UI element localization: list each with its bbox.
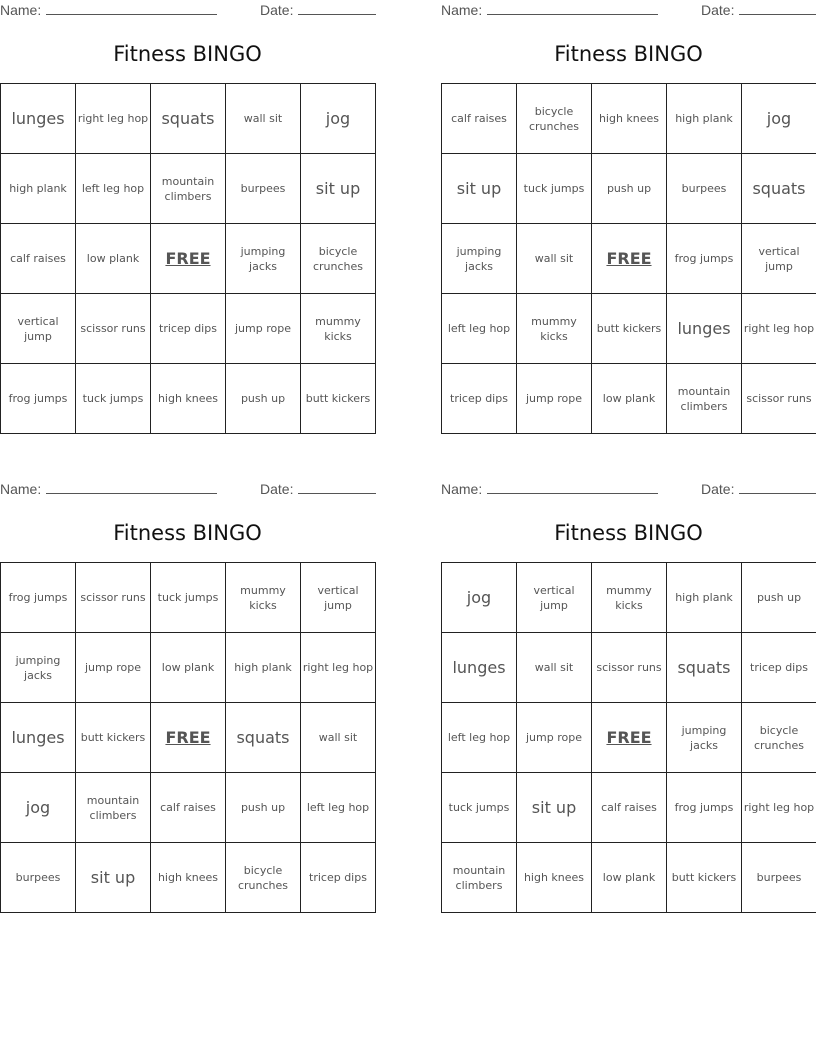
- date-label-text: Date:: [260, 2, 294, 18]
- bingo-cell[interactable]: burpees: [742, 843, 816, 913]
- bingo-cell[interactable]: sit up: [301, 154, 376, 224]
- bingo-cell[interactable]: left leg hop: [76, 154, 151, 224]
- name-label: [0, 481, 217, 497]
- date-label: [701, 2, 816, 18]
- name-blank-line[interactable]: [487, 492, 658, 494]
- bingo-cell[interactable]: vertical jump: [517, 563, 592, 633]
- bingo-cell[interactable]: tricep dips: [301, 843, 376, 913]
- bingo-cell[interactable]: jump rope: [76, 633, 151, 703]
- bingo-cell[interactable]: lunges: [667, 294, 742, 364]
- bingo-cell[interactable]: mountain climbers: [667, 364, 742, 434]
- bingo-cell[interactable]: left leg hop: [301, 773, 376, 843]
- bingo-cell[interactable]: lunges: [1, 84, 76, 154]
- bingo-cell[interactable]: right leg hop: [76, 84, 151, 154]
- free-space[interactable]: FREE: [592, 224, 667, 294]
- bingo-cell[interactable]: frog jumps: [1, 364, 76, 434]
- bingo-cell[interactable]: tuck jumps: [151, 563, 226, 633]
- bingo-cell[interactable]: jump rope: [517, 364, 592, 434]
- bingo-cell[interactable]: butt kickers: [301, 364, 376, 434]
- bingo-cell[interactable]: bicycle crunches: [226, 843, 301, 913]
- bingo-cell[interactable]: jump rope: [517, 703, 592, 773]
- date-label-text: Date:: [260, 481, 294, 497]
- bingo-cell[interactable]: vertical jump: [301, 563, 376, 633]
- bingo-cell[interactable]: squats: [151, 84, 226, 154]
- bingo-cell[interactable]: push up: [226, 773, 301, 843]
- name-label: [0, 2, 217, 18]
- bingo-cell[interactable]: jump rope: [226, 294, 301, 364]
- bingo-cell[interactable]: bicycle crunches: [517, 84, 592, 154]
- bingo-cell[interactable]: high plank: [667, 563, 742, 633]
- name-blank-line[interactable]: [487, 13, 658, 15]
- bingo-cell[interactable]: jog: [742, 84, 816, 154]
- bingo-cell[interactable]: calf raises: [151, 773, 226, 843]
- bingo-cell[interactable]: calf raises: [1, 224, 76, 294]
- bingo-cell[interactable]: frog jumps: [667, 224, 742, 294]
- bingo-cell[interactable]: tricep dips: [151, 294, 226, 364]
- bingo-cell[interactable]: jumping jacks: [667, 703, 742, 773]
- date-blank-line[interactable]: [739, 13, 816, 15]
- bingo-cell[interactable]: high knees: [517, 843, 592, 913]
- bingo-cell[interactable]: scissor runs: [76, 563, 151, 633]
- bingo-card-3: [0, 479, 376, 919]
- bingo-grid: [441, 562, 816, 913]
- bingo-cell[interactable]: high knees: [592, 84, 667, 154]
- bingo-cell[interactable]: tricep dips: [742, 633, 816, 703]
- card-title: Fitness BINGO: [554, 42, 703, 66]
- free-space[interactable]: FREE: [592, 703, 667, 773]
- bingo-cell[interactable]: sit up: [442, 154, 517, 224]
- bingo-cell[interactable]: push up: [226, 364, 301, 434]
- bingo-cell[interactable]: scissor runs: [592, 633, 667, 703]
- bingo-cell[interactable]: low plank: [151, 633, 226, 703]
- name-label: [441, 481, 658, 497]
- bingo-cell[interactable]: push up: [742, 563, 816, 633]
- bingo-cell[interactable]: frog jumps: [667, 773, 742, 843]
- bingo-cell[interactable]: mummy kicks: [517, 294, 592, 364]
- bingo-cell[interactable]: low plank: [76, 224, 151, 294]
- bingo-cell[interactable]: right leg hop: [742, 294, 816, 364]
- bingo-cell[interactable]: high plank: [667, 84, 742, 154]
- date-label: [260, 2, 376, 18]
- bingo-cell[interactable]: frog jumps: [1, 563, 76, 633]
- free-space[interactable]: FREE: [151, 224, 226, 294]
- bingo-cell[interactable]: scissor runs: [76, 294, 151, 364]
- bingo-cell[interactable]: squats: [742, 154, 816, 224]
- bingo-cell[interactable]: mummy kicks: [592, 563, 667, 633]
- free-space[interactable]: FREE: [151, 703, 226, 773]
- bingo-grid: [0, 562, 376, 913]
- bingo-cell[interactable]: mummy kicks: [301, 294, 376, 364]
- bingo-cell[interactable]: right leg hop: [301, 633, 376, 703]
- bingo-cell[interactable]: burpees: [226, 154, 301, 224]
- card-title: Fitness BINGO: [113, 521, 262, 545]
- bingo-cell[interactable]: bicycle crunches: [301, 224, 376, 294]
- bingo-cell[interactable]: tuck jumps: [76, 364, 151, 434]
- bingo-cell[interactable]: wall sit: [226, 84, 301, 154]
- bingo-cell[interactable]: butt kickers: [667, 843, 742, 913]
- bingo-cell[interactable]: high plank: [1, 154, 76, 224]
- bingo-cell[interactable]: high plank: [226, 633, 301, 703]
- date-label: [260, 481, 376, 497]
- name-label-text: Name:: [441, 481, 483, 497]
- bingo-cell[interactable]: calf raises: [442, 84, 517, 154]
- name-label-text: Name:: [441, 2, 483, 18]
- bingo-cell[interactable]: butt kickers: [76, 703, 151, 773]
- bingo-cell[interactable]: jog: [1, 773, 76, 843]
- name-blank-line[interactable]: [46, 492, 217, 494]
- bingo-cell[interactable]: left leg hop: [442, 294, 517, 364]
- bingo-grid: [441, 83, 816, 434]
- date-label: [701, 481, 816, 497]
- bingo-card-2: [441, 0, 816, 440]
- bingo-cell[interactable]: squats: [667, 633, 742, 703]
- bingo-cell[interactable]: mountain climbers: [442, 843, 517, 913]
- date-blank-line[interactable]: [739, 492, 816, 494]
- bingo-cell[interactable]: mummy kicks: [226, 563, 301, 633]
- bingo-cell[interactable]: tuck jumps: [442, 773, 517, 843]
- bingo-cell[interactable]: burpees: [667, 154, 742, 224]
- bingo-cell[interactable]: mountain climbers: [76, 773, 151, 843]
- bingo-cell[interactable]: push up: [592, 154, 667, 224]
- bingo-card-4: [441, 479, 816, 919]
- bingo-cell[interactable]: low plank: [592, 843, 667, 913]
- bingo-cell[interactable]: sit up: [76, 843, 151, 913]
- bingo-cell[interactable]: jumping jacks: [442, 224, 517, 294]
- bingo-cell[interactable]: burpees: [1, 843, 76, 913]
- card-title: Fitness BINGO: [113, 42, 262, 66]
- bingo-cell[interactable]: jumping jacks: [226, 224, 301, 294]
- bingo-cell[interactable]: vertical jump: [1, 294, 76, 364]
- bingo-cell[interactable]: lunges: [1, 703, 76, 773]
- bingo-cell[interactable]: butt kickers: [592, 294, 667, 364]
- bingo-cell[interactable]: jumping jacks: [1, 633, 76, 703]
- bingo-cell[interactable]: wall sit: [301, 703, 376, 773]
- bingo-cell[interactable]: sit up: [517, 773, 592, 843]
- bingo-cell[interactable]: squats: [226, 703, 301, 773]
- bingo-cell[interactable]: jog: [442, 563, 517, 633]
- bingo-cell[interactable]: wall sit: [517, 633, 592, 703]
- date-label-text: Date:: [701, 481, 735, 497]
- date-label-text: Date:: [701, 2, 735, 18]
- bingo-cell[interactable]: bicycle crunches: [742, 703, 816, 773]
- name-label: [441, 2, 658, 18]
- bingo-cell[interactable]: high knees: [151, 364, 226, 434]
- bingo-card-1: [0, 0, 376, 440]
- bingo-cell[interactable]: scissor runs: [742, 364, 816, 434]
- name-label-text: Name:: [0, 481, 42, 497]
- bingo-cell[interactable]: jog: [301, 84, 376, 154]
- bingo-cell[interactable]: high knees: [151, 843, 226, 913]
- bingo-cell[interactable]: tuck jumps: [517, 154, 592, 224]
- bingo-grid: [0, 83, 376, 434]
- name-blank-line[interactable]: [46, 13, 217, 15]
- card-title: Fitness BINGO: [554, 521, 703, 545]
- bingo-cell[interactable]: lunges: [442, 633, 517, 703]
- bingo-cell[interactable]: tricep dips: [442, 364, 517, 434]
- bingo-cell[interactable]: low plank: [592, 364, 667, 434]
- bingo-cell[interactable]: left leg hop: [442, 703, 517, 773]
- bingo-cell[interactable]: right leg hop: [742, 773, 816, 843]
- bingo-cell[interactable]: mountain climbers: [151, 154, 226, 224]
- name-label-text: Name:: [0, 2, 42, 18]
- bingo-cell[interactable]: calf raises: [592, 773, 667, 843]
- date-blank-line[interactable]: [298, 492, 376, 494]
- date-blank-line[interactable]: [298, 13, 376, 15]
- bingo-cell[interactable]: wall sit: [517, 224, 592, 294]
- bingo-cell[interactable]: vertical jump: [742, 224, 816, 294]
